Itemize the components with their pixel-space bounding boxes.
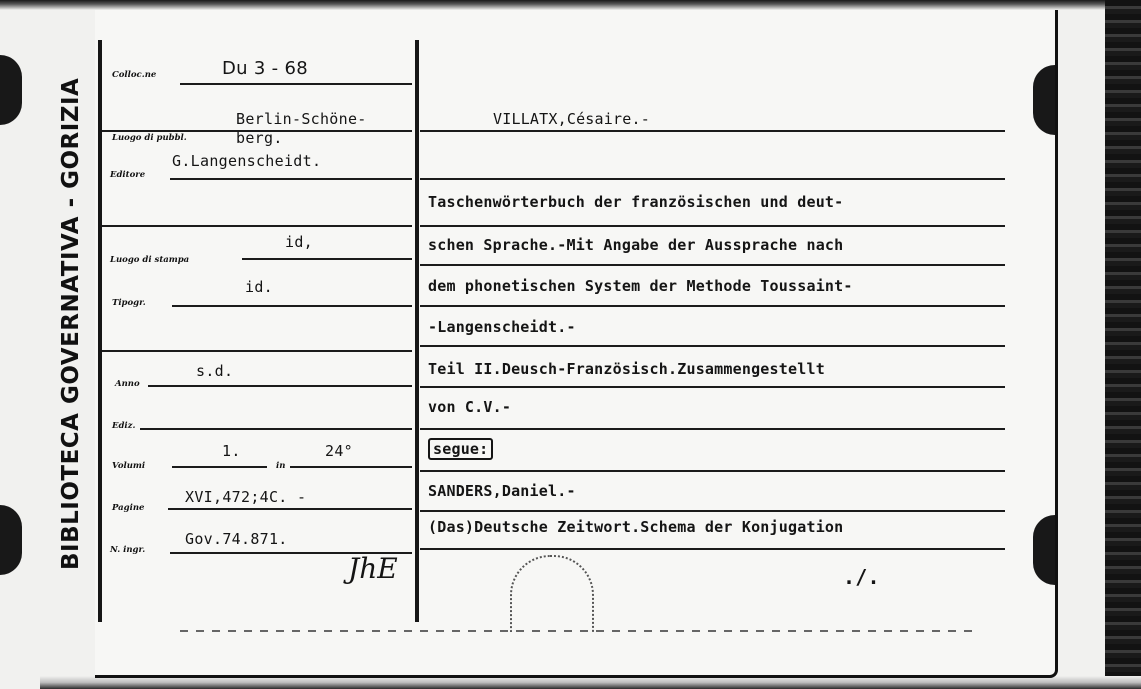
pagine-value: XVI,472;4C. - bbox=[185, 488, 307, 506]
n-ingr-label: N. ingr. bbox=[110, 545, 146, 555]
editore-label: Editore bbox=[110, 170, 146, 180]
right-line-8 bbox=[420, 428, 1005, 430]
card-hole-top bbox=[1033, 65, 1055, 135]
scan-edge-top bbox=[0, 0, 1141, 10]
section-divider-2 bbox=[102, 350, 412, 352]
editore-line bbox=[170, 178, 412, 180]
colloc-label: Colloc.ne bbox=[112, 70, 157, 80]
ediz-label: Ediz. bbox=[112, 421, 136, 431]
column-divider bbox=[415, 40, 419, 622]
luogo-pubbl-label: Luogo di pubbl. bbox=[112, 133, 187, 143]
scan-edge-right bbox=[1105, 0, 1141, 689]
end-mark: ./. bbox=[843, 565, 880, 589]
title-line-5: Teil II.Deusch-Französisch.Zusammengestellt bbox=[428, 360, 825, 378]
tipogr-value: id. bbox=[245, 278, 273, 296]
tipogr-label: Tipogr. bbox=[112, 298, 146, 308]
right-line-6 bbox=[420, 345, 1005, 347]
right-line-10 bbox=[420, 510, 1005, 512]
section-divider-1 bbox=[102, 225, 412, 227]
pagine-line bbox=[168, 508, 412, 510]
binder-hole-top bbox=[0, 55, 22, 125]
segue-bracket: segue: bbox=[428, 438, 493, 460]
right-line-7 bbox=[420, 386, 1005, 388]
library-side-label: BIBLIOTECA GOVERNATIVA - GORIZIA bbox=[58, 77, 84, 570]
signature-initials: JhE bbox=[348, 552, 398, 585]
second-author: SANDERS,Daniel.- bbox=[428, 482, 576, 500]
segue-note bbox=[428, 440, 493, 458]
right-line-1 bbox=[420, 130, 1005, 132]
tipogr-line bbox=[172, 305, 412, 307]
faded-stamp bbox=[510, 555, 594, 632]
colloc-value: Du 3 - 68 bbox=[222, 58, 308, 79]
left-margin-rule bbox=[98, 40, 102, 622]
volumi-line bbox=[172, 466, 267, 468]
editore-value: G.Langenscheidt. bbox=[172, 152, 322, 170]
formato-line bbox=[290, 466, 412, 468]
luogo-stampa-value: id, bbox=[285, 233, 313, 251]
volumi-label: Volumi bbox=[112, 461, 146, 471]
binder-hole-bottom bbox=[0, 505, 22, 575]
colloc-line bbox=[180, 83, 412, 85]
scan-dots bbox=[180, 630, 980, 632]
author-heading: VILLATX,Césaire.- bbox=[493, 110, 650, 128]
anno-value: s.d. bbox=[196, 362, 234, 380]
title-line-1: Taschenwörterbuch der französischen und deut- bbox=[428, 193, 844, 211]
luogo-pubbl-value-line1: Berlin-Schöne- bbox=[236, 110, 367, 128]
card-hole-bottom bbox=[1033, 515, 1055, 585]
right-line-11 bbox=[420, 548, 1005, 550]
right-line-9 bbox=[420, 470, 1005, 472]
luogo-pubbl-value-line2: berg. bbox=[236, 129, 283, 147]
title-line-3: dem phonetischen System der Methode Toussaint- bbox=[428, 277, 853, 295]
ediz-line bbox=[140, 428, 412, 430]
anno-label: Anno bbox=[115, 379, 140, 389]
pagine-label: Pagine bbox=[112, 503, 145, 513]
formato-value: 24° bbox=[325, 442, 353, 460]
title-line-2: schen Sprache.-Mit Angabe der Aussprache nach bbox=[428, 236, 844, 254]
right-line-5 bbox=[420, 305, 1005, 307]
luogo-stampa-label: Luogo di stampa bbox=[110, 255, 190, 265]
n-ingr-value: Gov.74.871. bbox=[185, 530, 288, 548]
volumi-value: 1. bbox=[222, 442, 241, 460]
title-line-4: -Langenscheidt.- bbox=[428, 318, 576, 336]
in-label: in bbox=[276, 461, 286, 471]
right-line-3 bbox=[420, 225, 1005, 227]
second-title: (Das)Deutsche Zeitwort.Schema der Konjugation bbox=[428, 518, 844, 536]
right-line-2 bbox=[420, 178, 1005, 180]
anno-line bbox=[148, 385, 412, 387]
luogo-stampa-line bbox=[242, 258, 412, 260]
right-line-4 bbox=[420, 264, 1005, 266]
title-line-6: von C.V.- bbox=[428, 398, 512, 416]
